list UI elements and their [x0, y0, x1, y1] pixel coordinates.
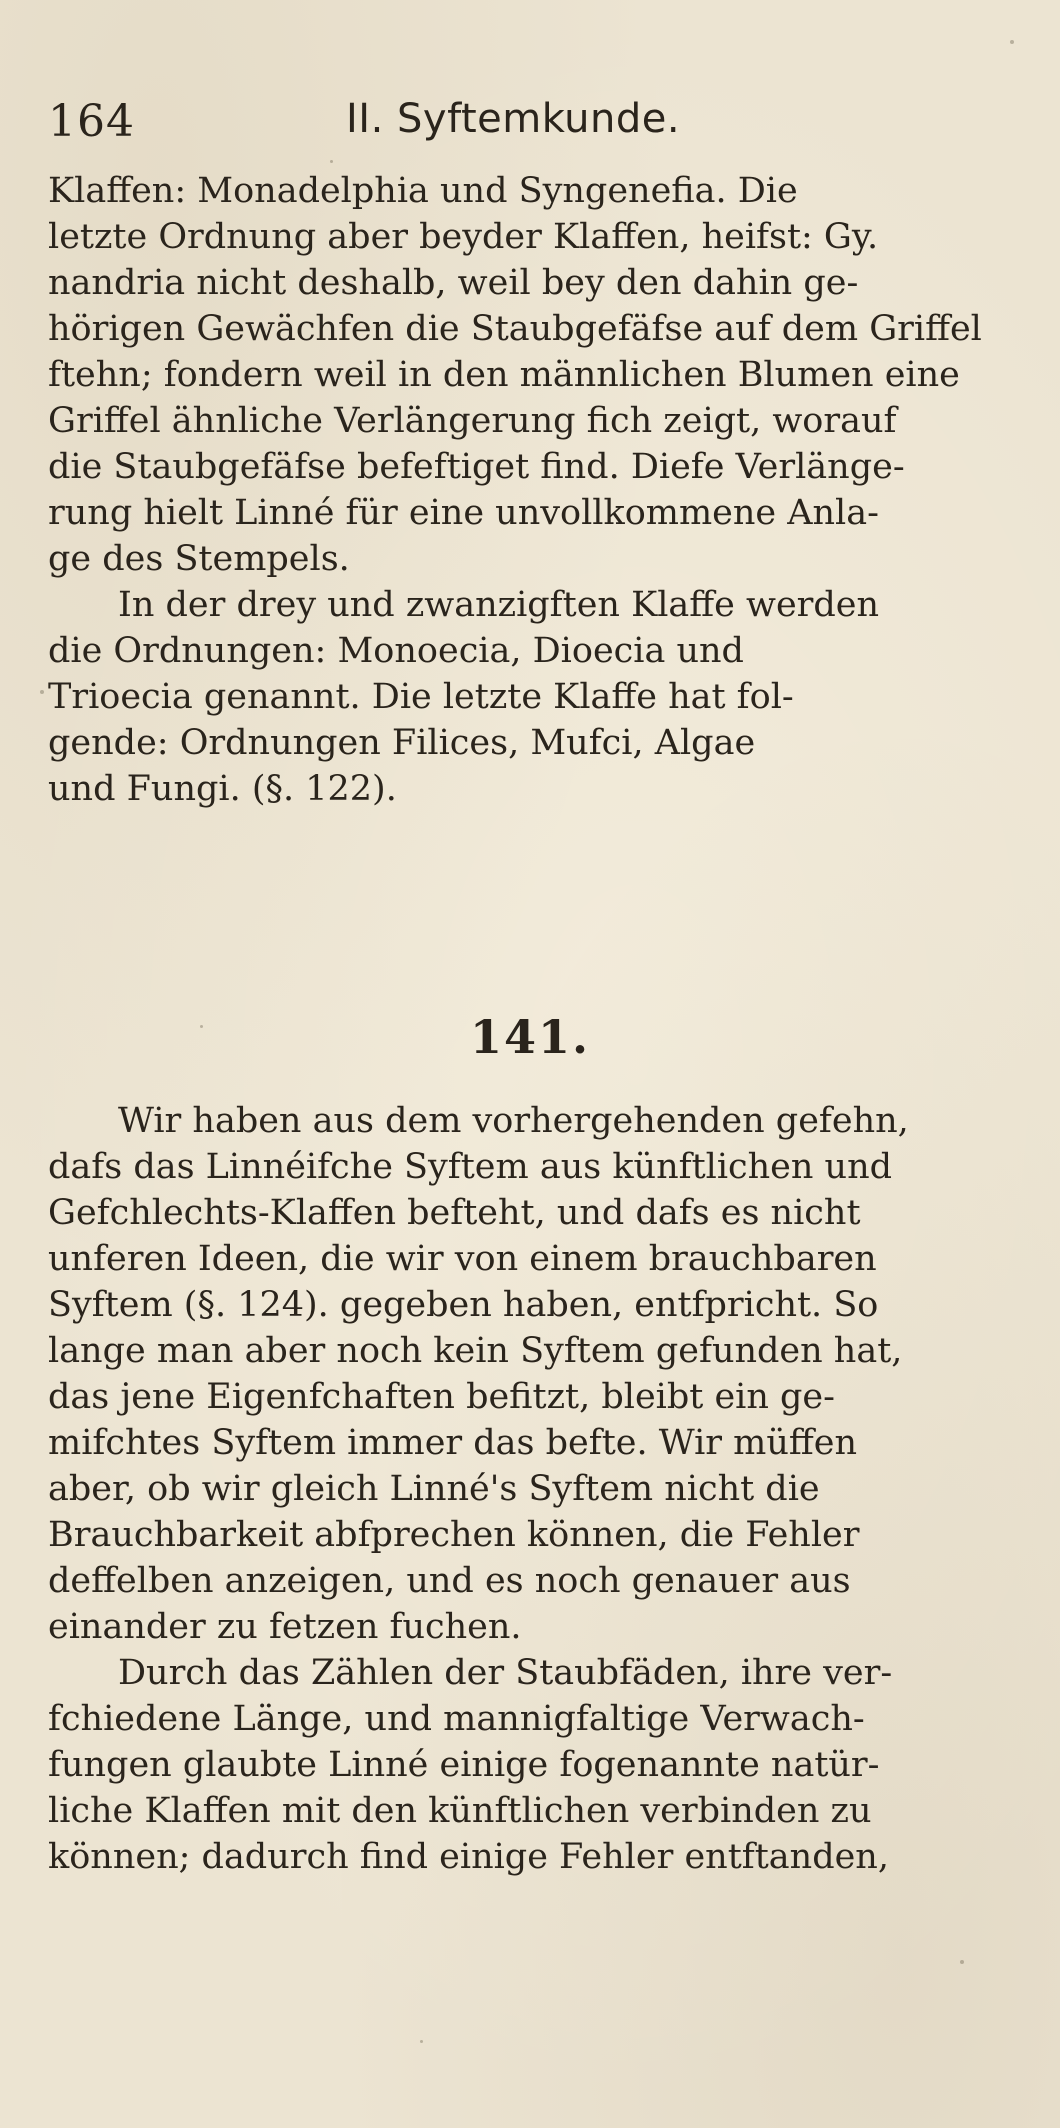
text-line: lange man aber noch kein Syftem gefunden hat, [48, 1331, 903, 1371]
text-block-top [48, 168, 1032, 812]
paper-speck [200, 1025, 203, 1028]
text-line: ftehn; fondern weil in den männlichen Blumen eine [48, 355, 960, 395]
text-line: gende: Ordnungen Filices, Mufci, Algae [48, 723, 756, 763]
text-line: dafs das Linnéifche Syftem aus künftlichen und [48, 1147, 893, 1187]
text-line: rung hielt Linné für eine unvollkommene Anla- [48, 493, 879, 533]
page-number: 164 [48, 96, 135, 147]
text-line: nandria nicht deshalb, weil bey den dahin ge- [48, 263, 859, 303]
text-line: Brauchbarkeit abfprechen können, die Fehler [48, 1515, 860, 1555]
text-line: Griffel ähnliche Verlängerung fich zeigt, worauf [48, 401, 897, 441]
paper-speck [1010, 40, 1014, 44]
text-line: können; dadurch find einige Fehler entftanden, [48, 1837, 889, 1877]
running-head-title: II. Syftemkunde. [346, 96, 681, 142]
paper-speck [40, 690, 44, 694]
text-line: das jene Eigenfchaften befitzt, bleibt ein ge- [48, 1377, 835, 1417]
text-line: Klaffen: Monadelphia und Syngenefia. Die [48, 171, 798, 211]
text-block-bottom [48, 1098, 1032, 1880]
text-line: Syftem (§. 124). gegeben haben, entfpricht. So [48, 1285, 879, 1325]
text-line: Durch das Zählen der Staubfäden, ihre ver- [118, 1653, 893, 1693]
section-number: 141. [469, 1010, 591, 1064]
running-head [48, 96, 1028, 160]
text-line: Wir haben aus dem vorhergehenden gefehn, [118, 1101, 909, 1141]
text-line: mifchtes Syftem immer das befte. Wir müffen [48, 1423, 857, 1463]
text-line: einander zu fetzen fuchen. [48, 1607, 522, 1647]
paper-speck [330, 160, 333, 163]
text-line: fchiedene Länge, und mannigfaltige Verwach- [48, 1699, 865, 1739]
text-line: Trioecia genannt. Die letzte Klaffe hat fol- [48, 677, 794, 717]
text-line: fungen glaubte Linné einige fogenannte natür- [48, 1745, 880, 1785]
text-line: deffelben anzeigen, und es noch genauer aus [48, 1561, 851, 1601]
text-line: und Fungi. (§. 122). [48, 769, 397, 809]
paper-speck [960, 1960, 964, 1964]
text-line: die Staubgefäfse befeftiget find. Diefe Verlänge- [48, 447, 905, 487]
text-line: letzte Ordnung aber beyder Klaffen, heifst: Gy. [48, 217, 879, 257]
text-line: die Ordnungen: Monoecia, Dioecia und [48, 631, 744, 671]
text-line: In der drey und zwanzigften Klaffe werden [118, 585, 880, 625]
text-line: aber, ob wir gleich Linné's Syftem nicht die [48, 1469, 820, 1509]
text-line: hörigen Gewächfen die Staubgefäfse auf dem Griffel [48, 309, 982, 349]
paper-speck [420, 2040, 423, 2043]
text-line: liche Klaffen mit den künftlichen verbinden zu [48, 1791, 872, 1831]
text-line: Gefchlechts-Klaffen befteht, und dafs es nicht [48, 1193, 861, 1233]
text-line: ge des Stempels. [48, 539, 350, 579]
text-line: unferen Ideen, die wir von einem brauchbaren [48, 1239, 877, 1279]
